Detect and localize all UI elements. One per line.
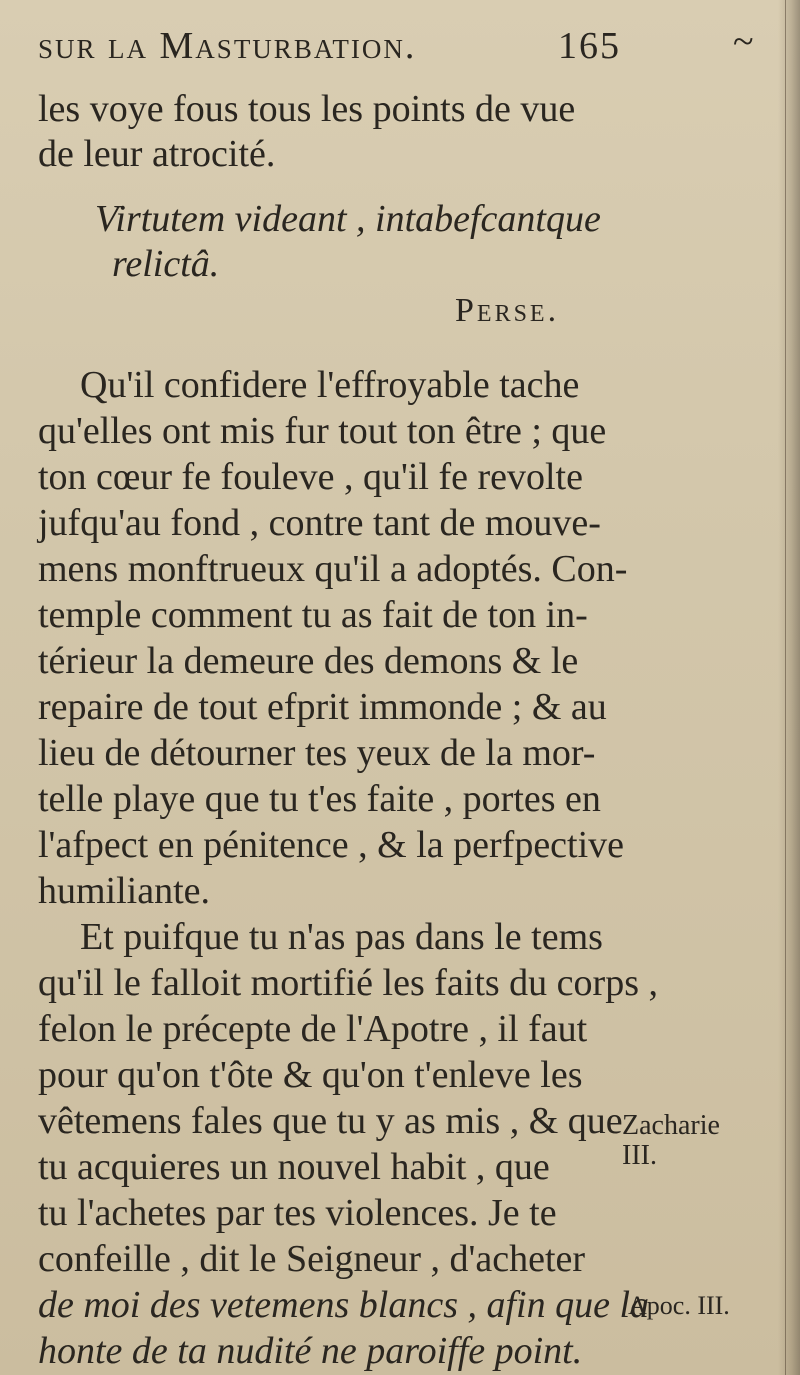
body-line: qu'elles ont mis fur tout ton être ; que: [38, 410, 607, 452]
intro-line: les voye fous tous les points de vue: [38, 88, 576, 130]
quote-attribution: Perse.: [455, 292, 560, 329]
body-line: repaire de tout efprit immonde ; & au: [38, 686, 607, 728]
body-line: tu acquieres un nouvel habit , que: [38, 1146, 550, 1188]
header-mark: ~: [733, 21, 756, 63]
body-line: térieur la demeure des demons & le: [38, 640, 579, 682]
body-line: mens monftrueux qu'il a adoptés. Con-: [38, 548, 628, 590]
body-line: Et puifque tu n'as pas dans le tems: [80, 916, 603, 958]
body-line: vêtemens fales que tu y as mis , & que: [38, 1100, 623, 1142]
body-line: ton cœur fe fouleve , qu'il fe revolte: [38, 456, 583, 498]
intro-line: de leur atrocité.: [38, 133, 276, 175]
margin-note-zacharie-ref: III.: [622, 1140, 657, 1171]
quote-line: Virtutem videant , intabefcantque: [95, 198, 601, 240]
quote-line: relictâ.: [112, 243, 220, 285]
margin-note-zacharie: Zacharie: [622, 1110, 720, 1141]
running-header: [38, 20, 778, 75]
body-line: Qu'il confidere l'effroyable tache: [80, 364, 580, 406]
body-line: pour qu'on t'ôte & qu'on t'enleve les: [38, 1054, 583, 1096]
body-line: l'afpect en pénitence , & la perfpective: [38, 824, 625, 866]
body-line: confeille , dit le Seigneur , d'acheter: [38, 1238, 586, 1280]
body-line: lieu de détourner tes yeux de la mor-: [38, 732, 596, 774]
body-line: jufqu'au fond , contre tant de mouve-: [38, 502, 601, 544]
body-line: felon le précepte de l'Apotre , il faut: [38, 1008, 588, 1050]
page-edge-line: [785, 0, 786, 1375]
body-line: temple comment tu as fait de ton in-: [38, 594, 588, 636]
body-line: tu l'achetes par tes violences. Je te: [38, 1192, 557, 1234]
body-line: qu'il le falloit mortifié les faits du corps ,: [38, 962, 658, 1004]
body-line: de moi des vetemens blancs , afin que la: [38, 1284, 650, 1326]
page-edge-shadow: [778, 0, 800, 1375]
body-line: humiliante.: [38, 870, 211, 912]
body-line: telle playe que tu t'es faite , portes en: [38, 778, 601, 820]
body-line: honte de ta nudité ne paroiffe point.: [38, 1330, 583, 1372]
page-number: 165: [558, 25, 621, 67]
running-title: sur la Masturbation.: [38, 25, 417, 67]
margin-note-apoc: Apoc. III.: [628, 1291, 730, 1320]
